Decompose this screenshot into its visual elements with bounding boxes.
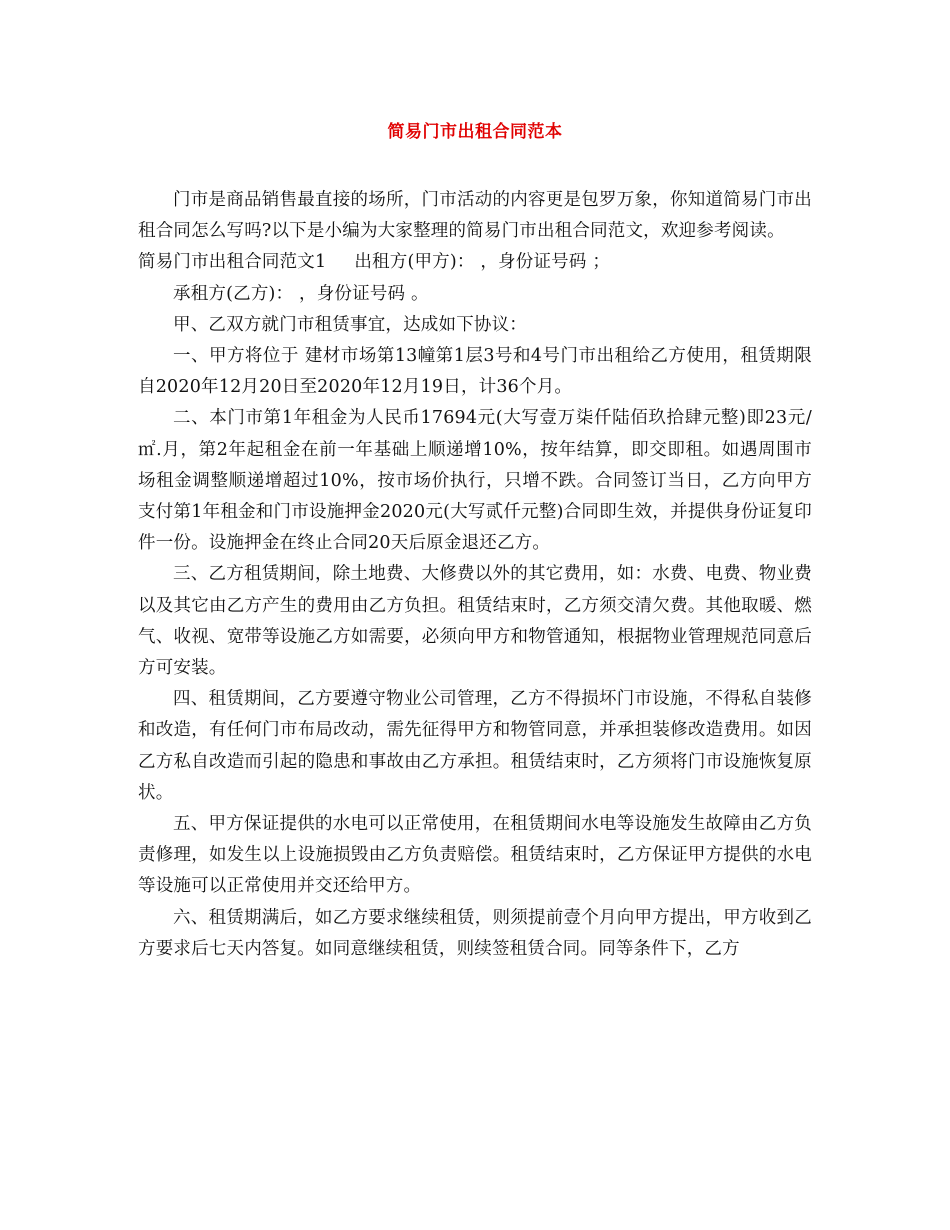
clause-3: 三、乙方租赁期间，除土地费、大修费以外的其它费用，如：水费、电费、物业费以及其它由乙方产生的费用由乙方负担。租赁结束时，乙方须交清欠费。其他取暖、燃气、收视、宽带等设施乙方如需要，必须向甲方和物管通知，根据物业管理规范同意后方可安装。 xyxy=(138,564,812,679)
clause-6: 六、租赁期满后，如乙方要求继续租赁，则须提前壹个月向甲方提出，甲方收到乙方要求后七天内答复。如同意继续租赁，则续签租赁合同。同等条件下，乙方 xyxy=(138,907,812,959)
section-label: 简易门市出租合同范文1 xyxy=(138,252,327,273)
clause-2: 二、本门市第1年租金为人民币17694元(大写壹万柒仟陆佰玖拾肆元整)即23元/㎡.月，第2年起租金在前一年基础上顺递增10%，按年结算，即交即租。如遇周围市场租金调整顺递增超过10%，按市场价执行，只增不跌。合同签订当日，乙方向甲方支付第1年租金和门市设施押金2020元(大写贰仟元整)合同即生效，并提供身份证复印件一份。设施押金在终止合同20天后原金退还乙方。 xyxy=(138,408,812,554)
clause-1: 一、甲方将位于 建材市场第13幢第1层3号和4号门市出租给乙方使用，租赁期限自2020年12月20日至2020年12月19日，计36个月。 xyxy=(138,346,812,398)
lessor-line: 出租方(甲方)： ，身份证号码 ； xyxy=(354,252,611,273)
lessee-line: 承租方(乙方)： ，身份证号码 。 xyxy=(173,283,429,304)
intro-paragraph: 门市是商品销售最直接的场所，门市活动的内容更是包罗万象，你知道简易门市出租合同怎么写吗?以下是小编为大家整理的简易门市出租合同范文，欢迎参考阅读。 xyxy=(138,190,812,242)
clause-5: 五、甲方保证提供的水电可以正常使用，在租赁期间水电等设施发生故障由乙方负责修理，如发生以上设施损毁由乙方负责赔偿。租赁结束时，乙方保证甲方提供的水电等设施可以正常使用并交还给甲方。 xyxy=(138,814,812,897)
document-title: 简易门市出租合同范本 xyxy=(387,122,563,142)
clause-4: 四、租赁期间，乙方要遵守物业公司管理，乙方不得损坏门市设施，不得私自装修和改造，有任何门市布局改动，需先征得甲方和物管同意，并承担装修改造费用。如因乙方私自改造而引起的隐患和事故由乙方承担。租赁结束时，乙方须将门市设施恢复原状。 xyxy=(138,689,812,803)
lessor-paragraph xyxy=(138,247,812,278)
agreement-intro: 甲、乙双方就门市租赁事宜，达成如下协议： xyxy=(173,314,527,335)
